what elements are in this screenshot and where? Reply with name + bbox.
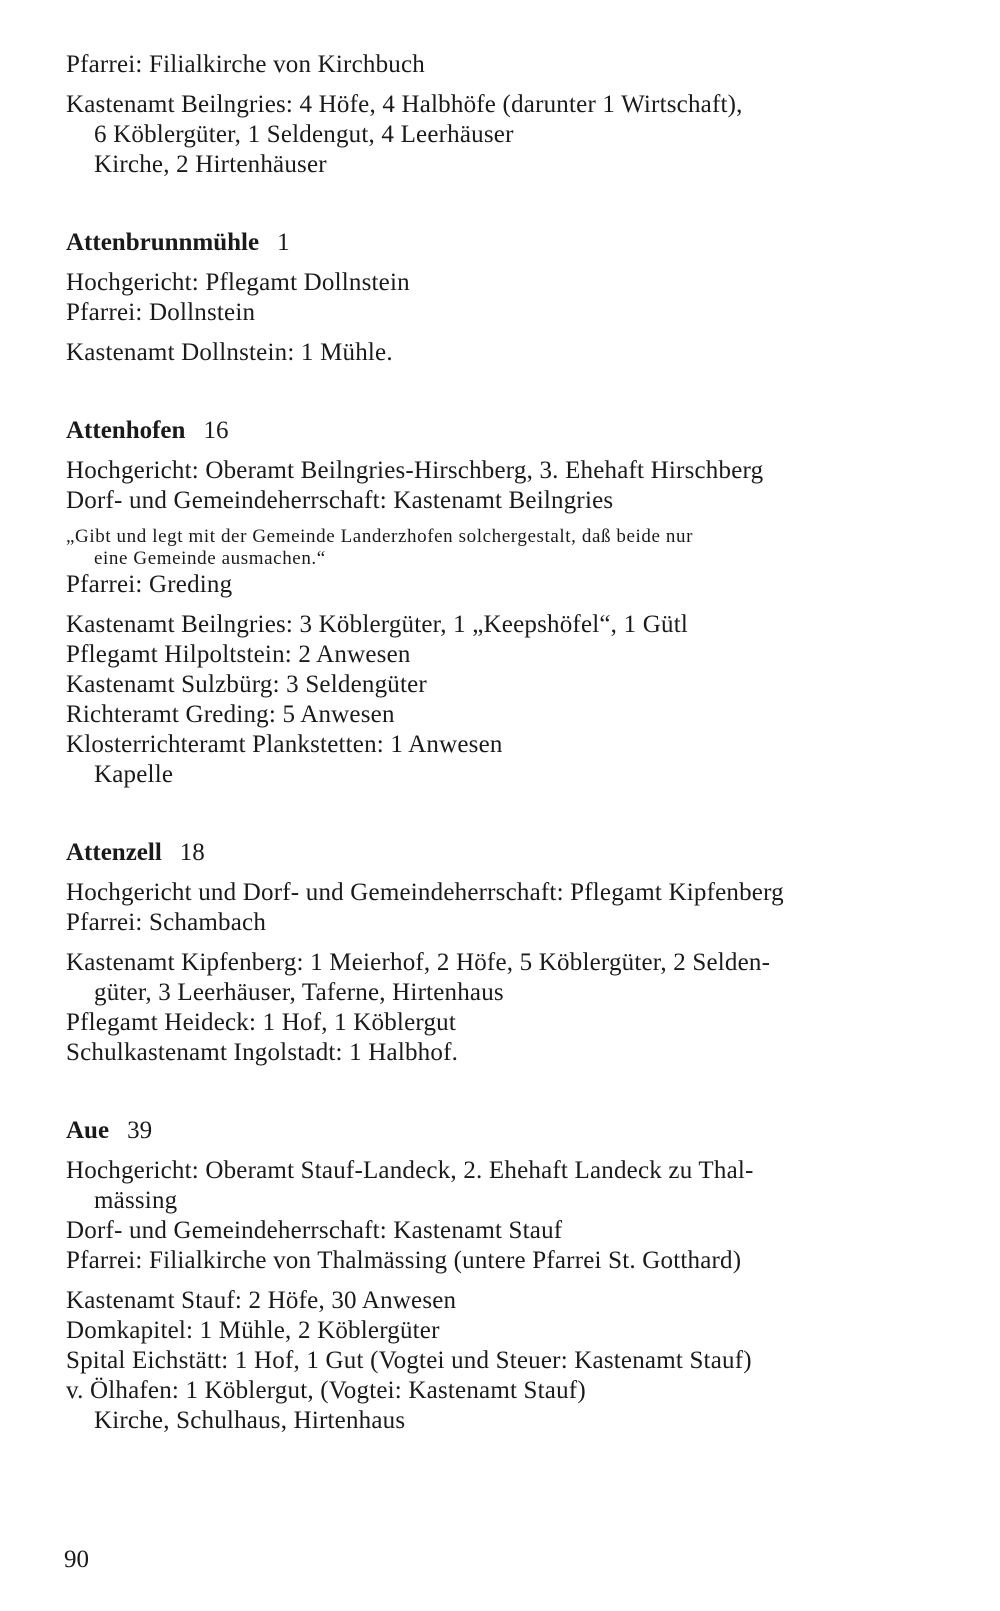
entry-line: Pfarrei: Filialkirche von Thalmässing (untere Pfarrei St. Gotthard) xyxy=(66,1247,742,1274)
entry-line: Domkapitel: 1 Mühle, 2 Köblergüter xyxy=(66,1317,440,1344)
entry-line: v. Ölhafen: 1 Köblergut, (Vogtei: Kastenamt Stauf) xyxy=(66,1377,586,1404)
entry-line: Dorf- und Gemeindeherrschaft: Kastenamt Beilngries xyxy=(66,487,614,514)
entry-line: Kastenamt Stauf: 2 Höfe, 30 Anwesen xyxy=(66,1287,457,1314)
entry-line: Kirche, Schulhaus, Hirtenhaus xyxy=(94,1407,406,1434)
page-number: 90 xyxy=(64,1546,89,1573)
entry-heading xyxy=(66,1116,946,1146)
entry-line: Pfarrei: Greding xyxy=(66,571,233,598)
entry-line: Pflegamt Hilpoltstein: 2 Anwesen xyxy=(66,641,411,668)
entry-continuation xyxy=(66,50,946,180)
entry-aue xyxy=(66,1116,946,1436)
entry-attenzell xyxy=(66,838,946,1068)
entry-line: Hochgericht: Pflegamt Dollnstein xyxy=(66,269,410,296)
entry-line: Spital Eichstätt: 1 Hof, 1 Gut (Vogtei und Steuer: Kastenamt Stauf) xyxy=(66,1347,752,1374)
entry-line: Pfarrei: Filialkirche von Kirchbuch xyxy=(66,51,425,78)
entry-attenhofen xyxy=(66,416,946,790)
entry-heading xyxy=(66,838,946,868)
entry-line: Hochgericht und Dorf- und Gemeindeherrschaft: Pflegamt Kipfenberg xyxy=(66,879,784,906)
entry-line: Hochgericht: Oberamt Beilngries-Hirschberg, 3. Ehehaft Hirschberg xyxy=(66,457,764,484)
entry-heading xyxy=(66,416,946,446)
document-page xyxy=(66,50,946,1436)
entry-line: Kastenamt Beilngries: 3 Köblergüter, 1 „Keepshöfel“, 1 Gütl xyxy=(66,611,688,638)
entry-attenbrunnmuehle xyxy=(66,228,946,368)
entry-line: mässing xyxy=(94,1187,178,1214)
place-name: Aue xyxy=(66,1117,110,1144)
entry-line: 6 Köblergüter, 1 Seldengut, 4 Leerhäuser xyxy=(94,121,514,148)
entry-line: Klosterrichteramt Plankstetten: 1 Anwesen xyxy=(66,731,503,758)
place-name: Attenzell xyxy=(66,839,162,866)
entry-line: Pfarrei: Schambach xyxy=(66,909,267,936)
entry-line: Schulkastenamt Ingolstadt: 1 Halbhof. xyxy=(66,1039,459,1066)
entry-line: Kastenamt Beilngries: 4 Höfe, 4 Halbhöfe (darunter 1 Wirtschaft), xyxy=(66,91,743,118)
place-number: 16 xyxy=(203,417,229,444)
quote-line: „Gibt und legt mit der Gemeinde Landerzhofen solchergestalt, daß beide nur xyxy=(66,526,694,547)
entry-line: Kapelle xyxy=(94,761,174,788)
entry-line: Kastenamt Sulzbürg: 3 Seldengüter xyxy=(66,671,427,698)
place-number: 18 xyxy=(179,839,205,866)
entry-line: Kastenamt Dollnstein: 1 Mühle. xyxy=(66,339,393,366)
place-name: Attenhofen xyxy=(66,417,186,444)
entry-line: Kirche, 2 Hirtenhäuser xyxy=(94,151,327,178)
entry-heading xyxy=(66,228,946,258)
place-name: Attenbrunnmühle xyxy=(66,229,260,256)
entry-line: Kastenamt Kipfenberg: 1 Meierhof, 2 Höfe, 5 Köblergüter, 2 Selden- xyxy=(66,949,771,976)
place-number: 1 xyxy=(277,229,290,256)
entry-line: Pfarrei: Dollnstein xyxy=(66,299,256,326)
entry-line: Hochgericht: Oberamt Stauf-Landeck, 2. Ehehaft Landeck zu Thal- xyxy=(66,1157,754,1184)
entry-line: Dorf- und Gemeindeherrschaft: Kastenamt Stauf xyxy=(66,1217,563,1244)
place-number: 39 xyxy=(127,1117,153,1144)
quote-line: eine Gemeinde ausmachen.“ xyxy=(94,548,326,569)
entry-line: güter, 3 Leerhäuser, Taferne, Hirtenhaus xyxy=(94,979,504,1006)
entry-line: Richteramt Greding: 5 Anwesen xyxy=(66,701,395,728)
entry-line: Pflegamt Heideck: 1 Hof, 1 Köblergut xyxy=(66,1009,456,1036)
